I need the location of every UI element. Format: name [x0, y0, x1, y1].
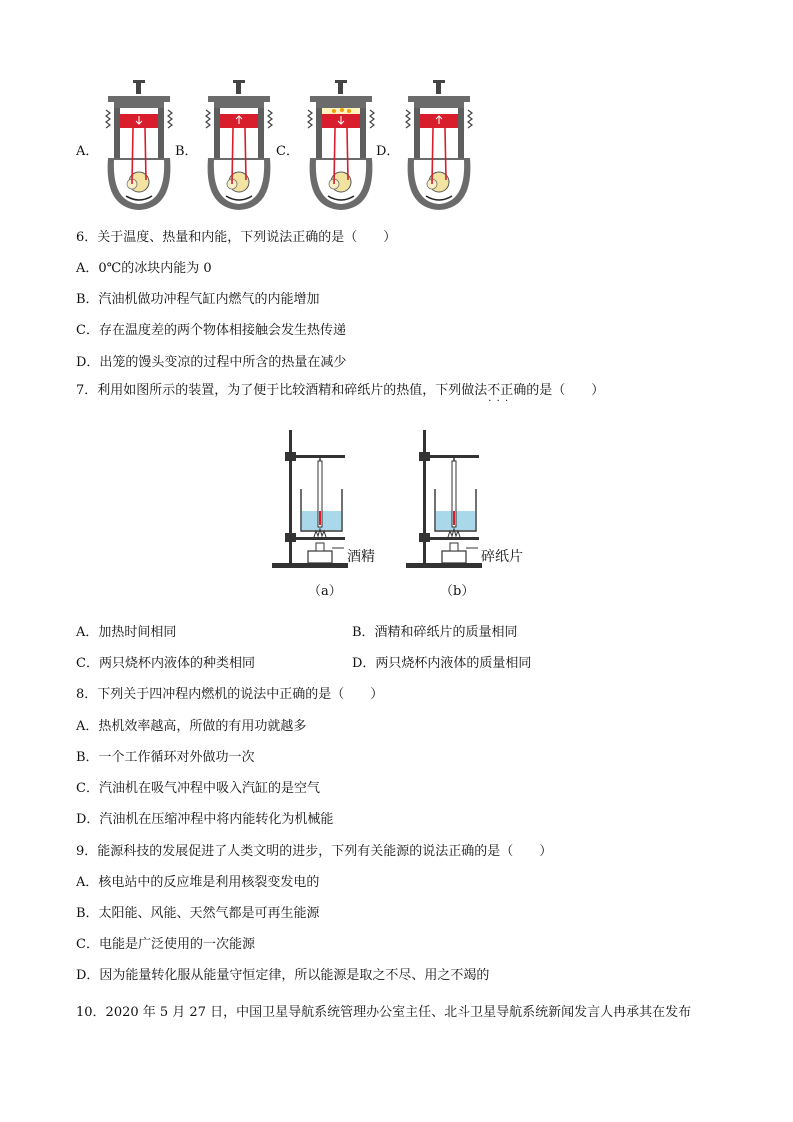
q6-option-d: D．出笼的馒头变凉的过程中所含的热量在减少 — [76, 355, 347, 370]
q7-stem-post: 的是（ ） — [526, 383, 605, 398]
q5-option-b-label: B． — [175, 144, 198, 159]
q7-option-b: B．酒精和碎纸片的质量相同 — [352, 625, 518, 640]
q7-option-d: D．两只烧杯内液体的质量相同 — [352, 656, 532, 671]
fig-a-caption: （a） — [308, 584, 342, 599]
q6-option-c: C．存在温度差的两个物体相接触会发生热传递 — [76, 323, 346, 338]
q6-stem: 6．关于温度、热量和内能，下列说法正确的是（ ） — [76, 230, 397, 245]
fig-b-label: 碎纸片 — [481, 549, 523, 565]
q9-option-c: C．电能是广泛使用的一次能源 — [76, 937, 255, 952]
engine-power-icon — [302, 80, 380, 210]
engine-compression-icon — [200, 80, 278, 210]
q7-stem-pre: 7．利用如图所示的装置，为了便于比较酒精和碎纸片的热值，下列做法 — [76, 383, 488, 398]
q9-option-b: B．太阳能、风能、天然气都是可再生能源 — [76, 906, 320, 921]
engine-intake-icon — [100, 80, 178, 210]
q8-option-a: A．热机效率越高，所做的有用功就越多 — [76, 719, 307, 734]
q9-option-a: A．核电站中的反应堆是利用核裂变发电的 — [76, 875, 320, 890]
fig-a-label: 酒精 — [347, 549, 375, 565]
q5-option-a-label: A． — [76, 144, 99, 159]
q6-option-a: A．0℃的冰块内能为 0 — [76, 261, 212, 276]
q7-stem — [76, 382, 604, 400]
q9-stem: 9．能源科技的发展促进了人类文明的进步，下列有关能源的说法正确的是（ ） — [76, 844, 553, 859]
q8-stem: 8．下列关于四冲程内燃机的说法中正确的是（ ） — [76, 687, 384, 702]
q7-option-a: A．加热时间相同 — [76, 625, 177, 640]
fig-b-caption: （b） — [440, 584, 475, 599]
q7-stem-emphasis: 不正确 · · · — [487, 382, 526, 400]
q5-option-d-label: D． — [376, 144, 400, 159]
q6-option-b: B．汽油机做功冲程气缸内燃气的内能增加 — [76, 292, 320, 307]
engine-exhaust-icon — [400, 80, 478, 210]
q5-option-c-label: C． — [276, 144, 299, 159]
q8-option-d: D．汽油机在压缩冲程中将内能转化为机械能 — [76, 812, 334, 827]
q8-option-c: C．汽油机在吸气冲程中吸入汽缸的是空气 — [76, 781, 320, 796]
q7-option-c: C．两只烧杯内液体的种类相同 — [76, 656, 255, 671]
q8-option-b: B．一个工作循环对外做功一次 — [76, 750, 255, 765]
q9-option-d: D．因为能量转化服从能量守恒定律，所以能源是取之不尽、用之不竭的 — [76, 968, 490, 983]
q10-stem: 10．2020 年 5 月 27 日，中国卫星导航系统管理办公室主任、北斗卫星导航系统新闻发言人冉承其在发布 — [76, 1005, 692, 1020]
